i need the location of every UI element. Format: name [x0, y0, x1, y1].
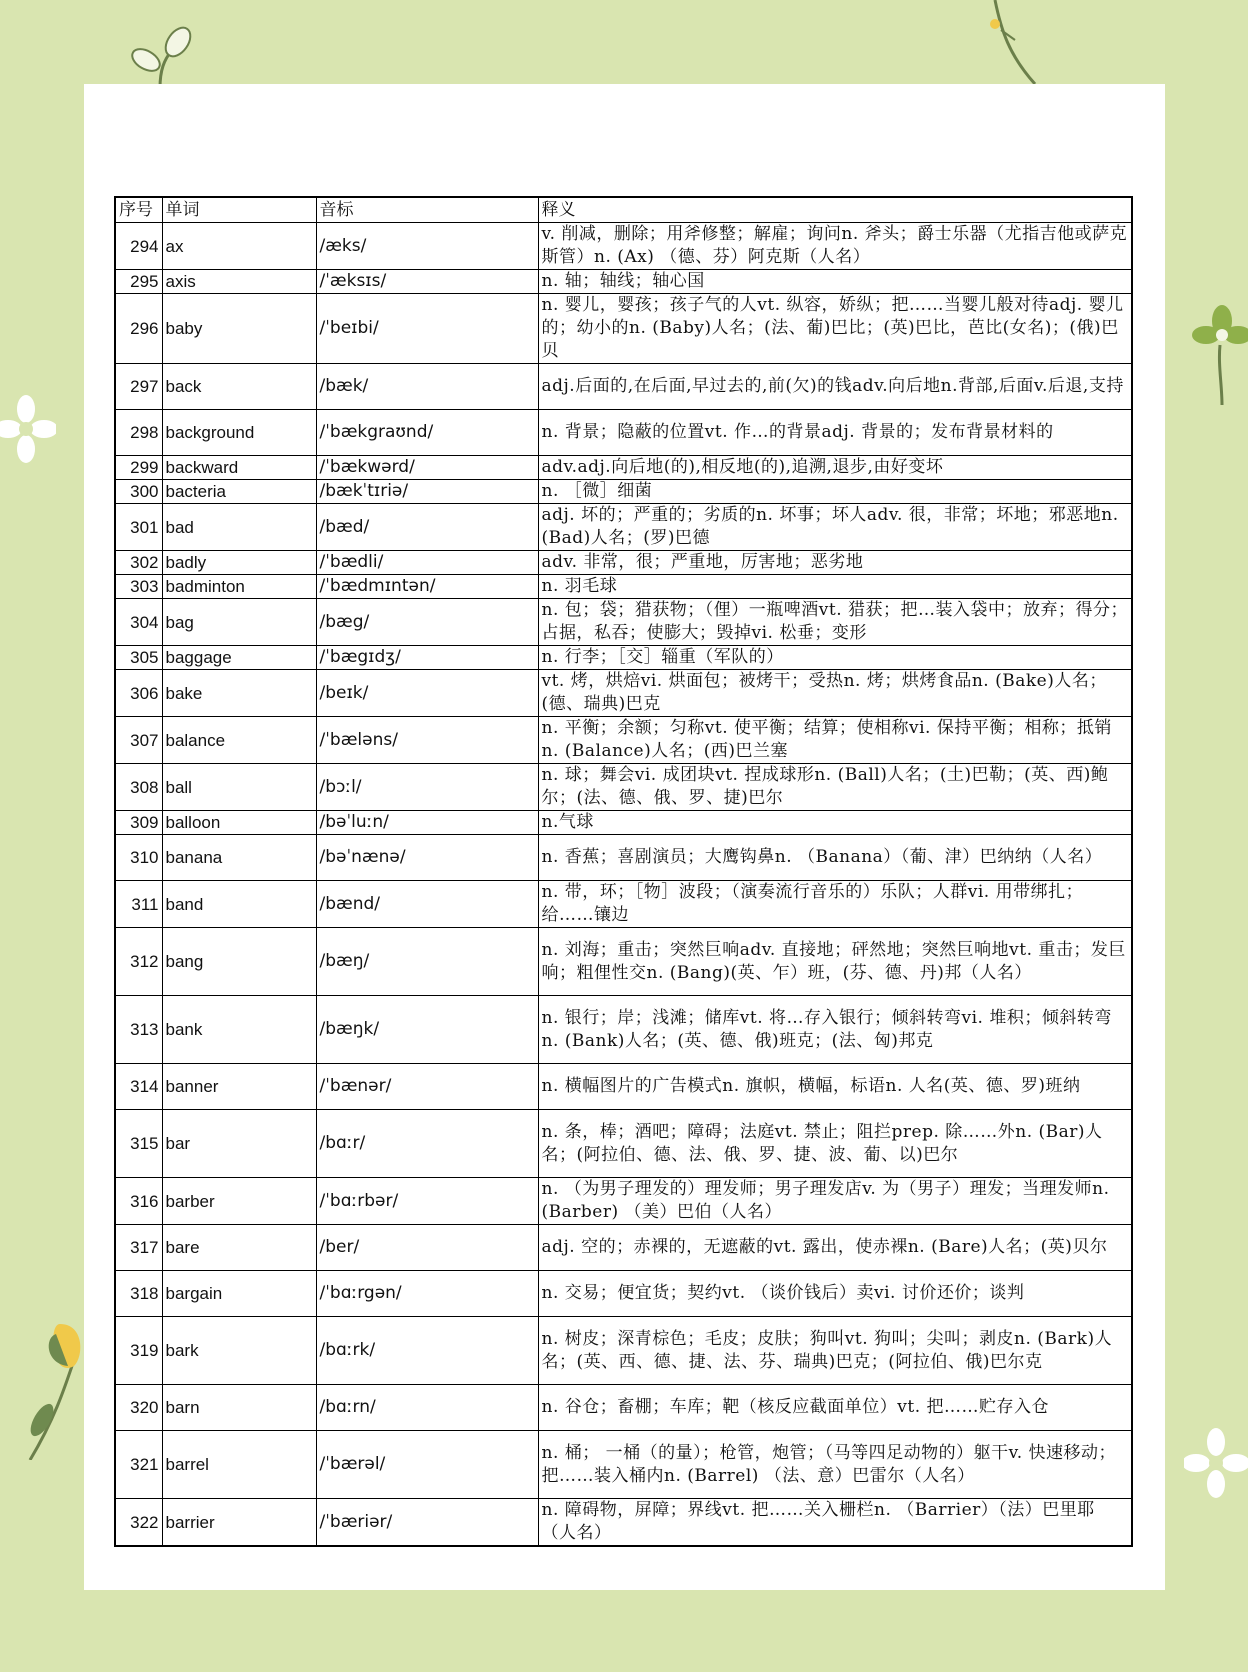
table-row [115, 1271, 1132, 1317]
flower-icon [1192, 305, 1248, 405]
row-number: 304 [115, 599, 162, 646]
table-row [115, 646, 1132, 670]
row-number: 301 [115, 504, 162, 551]
table-row [115, 294, 1132, 364]
row-word: barber [162, 1178, 316, 1225]
row-definition: n. 条，棒；酒吧；障碍；法庭vt. 禁止；阻拦prep. 除……外n. (Bar)人名；(阿拉伯、德、法、俄、罗、捷、波、葡、以)巴尔 [538, 1110, 1132, 1178]
row-word: banner [162, 1064, 316, 1110]
row-phonetic: /ˈæksɪs/ [316, 270, 538, 294]
header-number: 序号 [115, 197, 162, 223]
row-phonetic: /ber/ [316, 1225, 538, 1271]
row-word: back [162, 364, 316, 410]
row-number: 303 [115, 575, 162, 599]
row-phonetic: /ˈbɑːrbər/ [316, 1178, 538, 1225]
row-phonetic: /bəˈluːn/ [316, 811, 538, 835]
table-row [115, 480, 1132, 504]
leaf-sprig-icon [975, 0, 1045, 84]
row-number: 309 [115, 811, 162, 835]
row-definition: adv. 非常，很；严重地，厉害地；恶劣地 [538, 551, 1132, 575]
row-phonetic: /bænd/ [316, 881, 538, 928]
table-row [115, 670, 1132, 717]
row-definition: adj. 坏的；严重的；劣质的n. 坏事；坏人adv. 很，非常；坏地；邪恶地n. (Bad)人名；(罗)巴德 [538, 504, 1132, 551]
row-number: 295 [115, 270, 162, 294]
header-phonetic: 音标 [316, 197, 538, 223]
row-number: 321 [115, 1431, 162, 1499]
table-row [115, 551, 1132, 575]
table-row [115, 1110, 1132, 1178]
row-number: 311 [115, 881, 162, 928]
table-row [115, 599, 1132, 646]
row-definition: adv.adj.向后地(的),相反地(的),追溯,退步,由好变坏 [538, 456, 1132, 480]
row-number: 316 [115, 1178, 162, 1225]
row-definition: n. 横幅图片的广告模式n. 旗帜，横幅，标语n. 人名(英、德、罗)班纳 [538, 1064, 1132, 1110]
row-phonetic: /ˈbæriər/ [316, 1499, 538, 1547]
row-number: 314 [115, 1064, 162, 1110]
flower-icon [1184, 1428, 1248, 1498]
table-row [115, 1178, 1132, 1225]
row-word: barn [162, 1385, 316, 1431]
row-number: 322 [115, 1499, 162, 1547]
table-row [115, 223, 1132, 270]
row-phonetic: /beɪk/ [316, 670, 538, 717]
row-phonetic: /bæd/ [316, 504, 538, 551]
row-number: 296 [115, 294, 162, 364]
table-row [115, 364, 1132, 410]
table-row [115, 1064, 1132, 1110]
header-word: 单词 [162, 197, 316, 223]
table-row [115, 575, 1132, 599]
vocabulary-table [114, 196, 1133, 1547]
row-definition: n. 婴儿，婴孩；孩子气的人vt. 纵容，娇纵；把……当婴儿般对待adj. 婴儿的；幼小的n. (Baby)人名；(法、葡)巴比；(英)巴比，芭比(女名)；(俄)巴贝 [538, 294, 1132, 364]
row-definition: adj. 空的；赤裸的，无遮蔽的vt. 露出，使赤裸n. (Bare)人名；(英)贝尔 [538, 1225, 1132, 1271]
row-definition: n. 球；舞会vi. 成团块vt. 捏成球形n. (Ball)人名；(土)巴勒；(英、西)鲍尔；(法、德、俄、罗、捷)巴尔 [538, 764, 1132, 811]
row-phonetic: /ˈbeɪbi/ [316, 294, 538, 364]
row-phonetic: /æks/ [316, 223, 538, 270]
row-word: bacteria [162, 480, 316, 504]
row-number: 320 [115, 1385, 162, 1431]
row-definition: v. 削减，删除；用斧修整；解雇；询问n. 斧头；爵士乐器（尤指吉他或萨克斯管）n. (Ax) （德、芬）阿克斯（人名） [538, 223, 1132, 270]
row-number: 300 [115, 480, 162, 504]
row-number: 305 [115, 646, 162, 670]
row-phonetic: /bɑːrn/ [316, 1385, 538, 1431]
row-definition: adj.后面的,在后面,早过去的,前(欠)的钱adv.向后地n.背部,后面v.后退,支持 [538, 364, 1132, 410]
row-phonetic: /bæŋk/ [316, 996, 538, 1064]
row-definition: n. （为男子理发的）理发师；男子理发店v. 为（男子）理发；当理发师n. (Barber) （美）巴伯（人名） [538, 1178, 1132, 1225]
row-definition: n. ［微］细菌 [538, 480, 1132, 504]
row-number: 310 [115, 835, 162, 881]
row-number: 306 [115, 670, 162, 717]
row-number: 299 [115, 456, 162, 480]
row-phonetic: /bəˈnænə/ [316, 835, 538, 881]
row-word: background [162, 410, 316, 456]
row-phonetic: /bɔːl/ [316, 764, 538, 811]
row-definition: n. 平衡；余额；匀称vt. 使平衡；结算；使相称vi. 保持平衡；相称；抵销n. (Balance)人名；(西)巴兰塞 [538, 717, 1132, 764]
tulip-icon [24, 1320, 84, 1460]
row-number: 298 [115, 410, 162, 456]
row-phonetic: /ˈbædmɪntən/ [316, 575, 538, 599]
row-word: bare [162, 1225, 316, 1271]
row-word: ax [162, 223, 316, 270]
row-word: bar [162, 1110, 316, 1178]
table-row [115, 811, 1132, 835]
row-definition: n. 香蕉；喜剧演员；大鹰钩鼻n. （Banana）（葡、津）巴纳纳（人名） [538, 835, 1132, 881]
row-number: 318 [115, 1271, 162, 1317]
table-row [115, 1431, 1132, 1499]
row-word: balance [162, 717, 316, 764]
row-phonetic: /ˈbæləns/ [316, 717, 538, 764]
row-definition: n. 羽毛球 [538, 575, 1132, 599]
row-word: band [162, 881, 316, 928]
table-row [115, 410, 1132, 456]
table-row [115, 996, 1132, 1064]
row-word: badminton [162, 575, 316, 599]
row-definition: n. 轴；轴线；轴心国 [538, 270, 1132, 294]
flower-icon [0, 395, 56, 463]
row-number: 294 [115, 223, 162, 270]
table-row [115, 1317, 1132, 1385]
row-definition: n. 树皮；深青棕色；毛皮；皮肤；狗叫vt. 狗叫；尖叫；剥皮n. (Bark)人名；(英、西、德、捷、法、芬、瑞典)巴克；(阿拉伯、俄)巴尔克 [538, 1317, 1132, 1385]
row-phonetic: /bækˈtɪriə/ [316, 480, 538, 504]
row-definition: vt. 烤，烘焙vi. 烘面包；被烤干；受热n. 烤；烘烤食品n. (Bake)人名；(德、瑞典)巴克 [538, 670, 1132, 717]
row-definition: n. 桶； 一桶（的量）；枪管，炮管；（马等四足动物的）躯干v. 快速移动；把……装入桶内n. (Barrel) （法、意）巴雷尔（人名） [538, 1431, 1132, 1499]
row-definition: n. 交易；便宜货；契约vt. （谈价钱后）卖vi. 讨价还价；谈判 [538, 1271, 1132, 1317]
table-row [115, 835, 1132, 881]
table-row [115, 504, 1132, 551]
row-number: 307 [115, 717, 162, 764]
row-number: 317 [115, 1225, 162, 1271]
row-word: bark [162, 1317, 316, 1385]
table-row [115, 1499, 1132, 1547]
row-definition: n. 行李；［交］辎重（军队的） [538, 646, 1132, 670]
row-definition: n. 障碍物，屏障；界线vt. 把……关入栅栏n. （Barrier）（法）巴里耶（人名） [538, 1499, 1132, 1547]
table-row [115, 270, 1132, 294]
row-word: ball [162, 764, 316, 811]
row-number: 315 [115, 1110, 162, 1178]
row-phonetic: /bæk/ [316, 364, 538, 410]
row-definition: n. 带，环；［物］波段；（演奏流行音乐的）乐队；人群vi. 用带绑扎；给……镶边 [538, 881, 1132, 928]
row-word: barrier [162, 1499, 316, 1547]
table-row [115, 717, 1132, 764]
table-row [115, 764, 1132, 811]
row-word: banana [162, 835, 316, 881]
table-header-row [115, 197, 1132, 223]
row-word: axis [162, 270, 316, 294]
header-definition: 释义 [538, 197, 1132, 223]
row-phonetic: /ˈbærəl/ [316, 1431, 538, 1499]
row-phonetic: /ˈbɑːrgən/ [316, 1271, 538, 1317]
row-word: bang [162, 928, 316, 996]
table-row [115, 1225, 1132, 1271]
row-word: bake [162, 670, 316, 717]
row-phonetic: /ˈbækwərd/ [316, 456, 538, 480]
row-phonetic: /bɑːr/ [316, 1110, 538, 1178]
row-phonetic: /bæg/ [316, 599, 538, 646]
row-phonetic: /ˈbækgraʊnd/ [316, 410, 538, 456]
row-phonetic: /bɑːrk/ [316, 1317, 538, 1385]
row-word: bargain [162, 1271, 316, 1317]
row-definition: n. 银行；岸；浅滩；储库vt. 将…存入银行；倾斜转弯vi. 堆积；倾斜转弯n. (Bank)人名；(英、德、俄)班克；(法、匈)邦克 [538, 996, 1132, 1064]
row-word: bad [162, 504, 316, 551]
row-definition: n. 背景；隐蔽的位置vt. 作…的背景adj. 背景的；发布背景材料的 [538, 410, 1132, 456]
row-phonetic: /ˈbænər/ [316, 1064, 538, 1110]
table-row [115, 881, 1132, 928]
row-definition: n. 谷仓；畜棚；车库；靶（核反应截面单位）vt. 把……贮存入仓 [538, 1385, 1132, 1431]
row-word: badly [162, 551, 316, 575]
row-definition: n. 包；袋；猎获物；（俚）一瓶啤酒vt. 猎获；把…装入袋中；放弃；得分；占据，私吞；使膨大；毁掉vi. 松垂；变形 [538, 599, 1132, 646]
row-number: 302 [115, 551, 162, 575]
row-number: 313 [115, 996, 162, 1064]
row-number: 319 [115, 1317, 162, 1385]
row-word: bag [162, 599, 316, 646]
row-word: balloon [162, 811, 316, 835]
table-row [115, 456, 1132, 480]
row-number: 297 [115, 364, 162, 410]
table-row [115, 1385, 1132, 1431]
row-word: backward [162, 456, 316, 480]
row-word: bank [162, 996, 316, 1064]
row-word: barrel [162, 1431, 316, 1499]
row-definition: n.气球 [538, 811, 1132, 835]
row-number: 312 [115, 928, 162, 996]
row-number: 308 [115, 764, 162, 811]
row-definition: n. 刘海；重击；突然巨响adv. 直接地；砰然地；突然巨响地vt. 重击；发巨响；粗俚性交n. (Bang)(英、乍）班，(芬、德、丹)邦（人名） [538, 928, 1132, 996]
table-row [115, 928, 1132, 996]
leaf-sprig-icon [120, 20, 200, 90]
row-word: baggage [162, 646, 316, 670]
row-word: baby [162, 294, 316, 364]
row-phonetic: /ˈbægɪdʒ/ [316, 646, 538, 670]
row-phonetic: /ˈbædli/ [316, 551, 538, 575]
row-phonetic: /bæŋ/ [316, 928, 538, 996]
